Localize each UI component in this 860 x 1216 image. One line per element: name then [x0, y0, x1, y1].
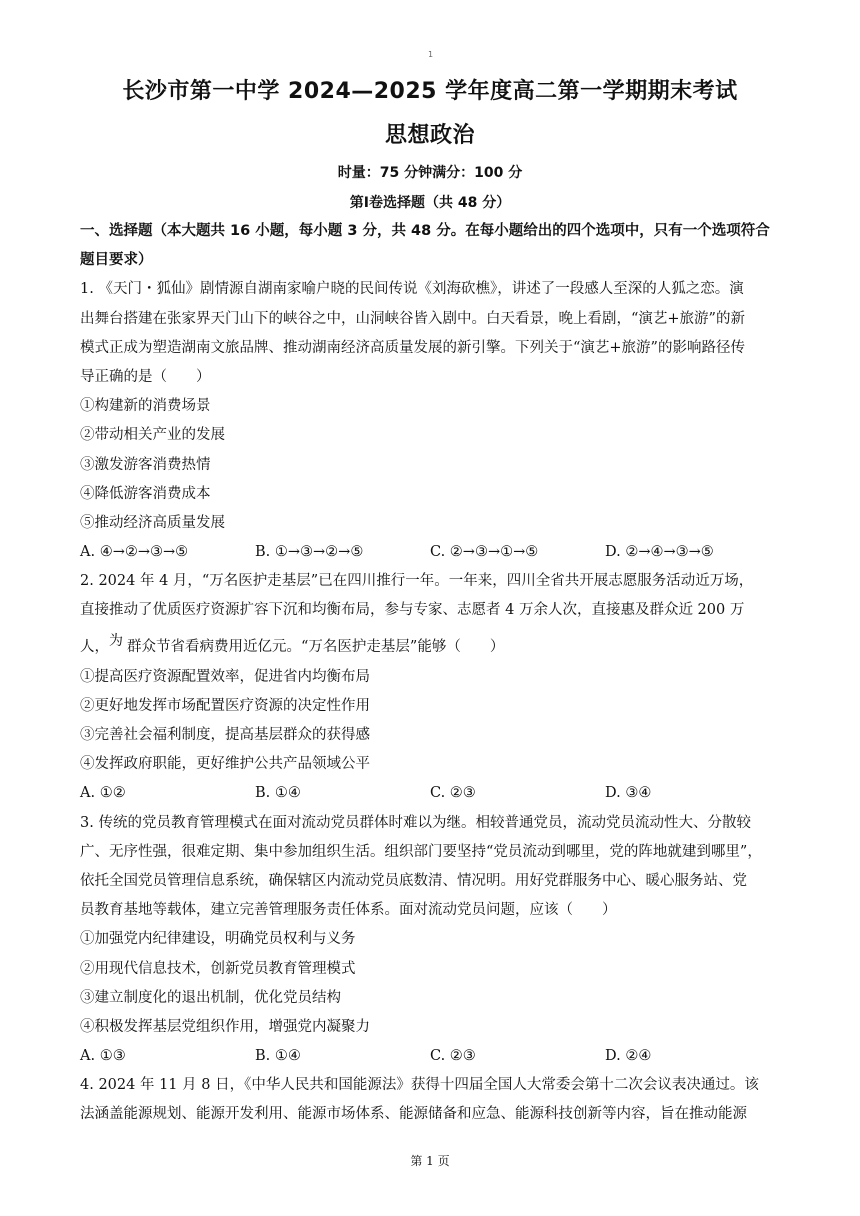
section-heading: 一、选择题（本大题共 16 小题，每小题 3 分，共 48 分。在每小题给出的四个选项中，只有一个选项符合: [80, 223, 770, 239]
option-d: D. ②→④→③→⑤: [605, 544, 714, 561]
question-3-stem: 广、无序性强，很难定期、集中参加组织生活。组织部门要坚持“党员流动到哪里，党的阵地就建到哪里”，: [80, 843, 762, 860]
question-3-stem: 3. 传统的党员教育管理模式在面对流动党员群体时难以为继。相较普通党员，流动党员流动性大、分散较: [80, 814, 751, 831]
question-2-item: ④发挥政府职能，更好维护公共产品领域公平: [80, 756, 370, 773]
question-4-stem: 法涵盖能源规划、能源开发利用、能源市场体系、能源储备和应急、能源科技创新等内容，旨在推动能源: [80, 1106, 747, 1123]
question-3: [80, 809, 780, 1072]
option-c: C. ②③: [430, 785, 476, 802]
question-4-stem: 4. 2024 年 11 月 8 日，《中华人民共和国能源法》获得十四届全国人大常委会第十二次会议表决通过。该: [80, 1077, 759, 1094]
question-content: [80, 217, 780, 1130]
question-2-stem: [80, 626, 780, 663]
question-1-options: [80, 538, 780, 567]
question-1-item: ③激发游客消费热情: [80, 456, 211, 473]
volume-heading: 第Ⅰ卷选择题（共 48 分）: [349, 195, 511, 211]
question-2-item: ②更好地发挥市场配置医疗资源的决定性作用: [80, 697, 370, 714]
question-2: [80, 567, 780, 808]
option-a: A. ①②: [80, 785, 126, 802]
question-2-item: ③完善社会福利制度，提高基层群众的获得感: [80, 727, 370, 743]
option-b: B. ①→③→②→⑤: [255, 544, 364, 561]
option-b: B. ①④: [255, 785, 301, 802]
question-1-stem: 1. 《天门・狐仙》剧情源自湖南家喻户晓的民间传说《刘海砍樵》，讲述了一段感人至深的人狐之恋。演: [80, 281, 744, 298]
question-2-stem: 2. 2024 年 4 月，“万名医护走基层”已在四川推行一年。一年来，四川全省共开展志愿服务活动近万场，: [80, 573, 754, 590]
option-d: D. ③④: [605, 785, 652, 802]
question-3-item: ②用现代信息技术，创新党员教育管理模式: [80, 960, 356, 977]
question-1-item: ④降低游客消费成本: [80, 485, 211, 502]
question-2-stem-part: 人，: [80, 638, 109, 655]
question-2-stem: 直接推动了优质医疗资源扩容下沉和均衡布局，参与专家、志愿者 4 万余人次，直接惠及群众近 200 万: [80, 602, 745, 619]
time-info: 时量：75 分钟满分：100 分: [337, 165, 523, 181]
question-2-item: ①提高医疗资源配置效率，促进省内均衡布局: [80, 668, 370, 685]
subject-title: 思想政治: [384, 123, 475, 148]
exam-title: 长沙市第一中学 2024—2025 学年度高二第一学期期末考试: [122, 79, 738, 104]
question-1-item: ①构建新的消费场景: [80, 398, 211, 415]
question-2-stem-part: 群众节省看病费用近亿元。“万名医护走基层”能够（ ）: [127, 638, 505, 655]
option-a: A. ①③: [80, 1048, 126, 1065]
question-1-stem: 导正确的是（ ）: [80, 368, 211, 385]
page-top-mark: 1: [428, 50, 434, 59]
question-1-item: ⑤推动经济高质量发展: [80, 514, 225, 531]
question-4: [80, 1071, 780, 1129]
question-2-options: [80, 779, 780, 808]
section-heading-cont: 题目要求）: [80, 252, 153, 269]
stray-character: 为: [109, 632, 123, 649]
question-1-stem: 模式正成为塑造湖南文旅品牌、推动湖南经济高质量发展的新引擎。下列关于“演艺+旅游”的影响路径传: [80, 339, 745, 356]
question-3-item: ④积极发挥基层党组织作用，增强党内凝聚力: [80, 1018, 370, 1035]
option-c: C. ②→③→①→⑤: [430, 544, 539, 561]
question-3-stem: 依托全国党员管理信息系统，确保辖区内流动党员底数清、情况明。用好党群服务中心、暖心服务站、党: [80, 872, 747, 889]
question-1: [80, 275, 780, 567]
option-a: A. ④→②→③→⑤: [80, 544, 189, 561]
question-3-options: [80, 1042, 780, 1071]
question-1-stem: 出舞台搭建在张家界天门山下的峡谷之中，山洞峡谷皆入剧中。白天看景，晚上看剧，“演艺+旅游”的新: [80, 310, 745, 327]
question-3-item: ①加强党内纪律建设，明确党员权利与义务: [80, 931, 356, 948]
question-3-item: ③建立制度化的退出机制，优化党员结构: [80, 989, 341, 1006]
option-d: D. ②④: [605, 1048, 652, 1065]
question-1-item: ②带动相关产业的发展: [80, 427, 225, 444]
page-number: 第 1 页: [410, 1154, 450, 1168]
option-c: C. ②③: [430, 1048, 476, 1065]
option-b: B. ①④: [255, 1048, 301, 1065]
question-3-stem: 员教育基地等载体，建立完善管理服务责任体系。面对流动党员问题，应该（ ）: [80, 902, 617, 919]
